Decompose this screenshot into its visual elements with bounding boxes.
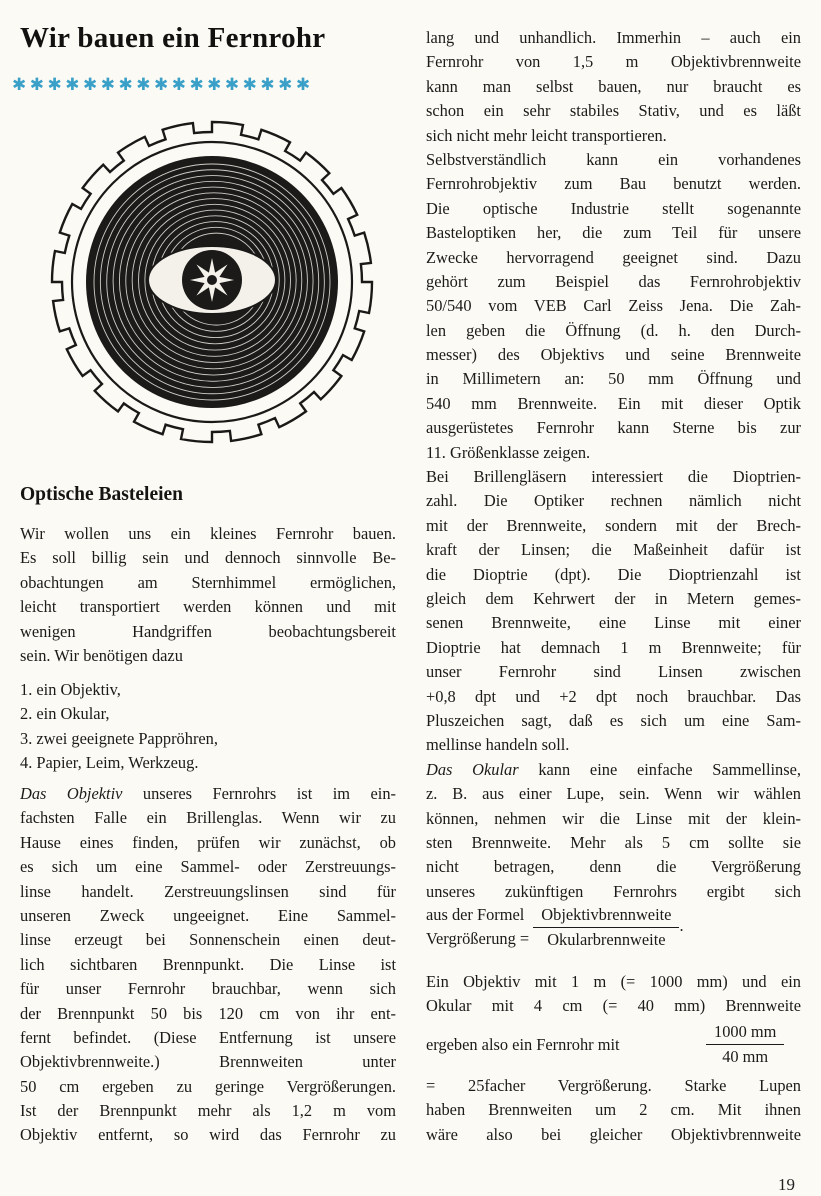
term-okular: Das Okular bbox=[426, 759, 519, 779]
text-line: sich nicht mehr leicht transportieren. bbox=[426, 125, 667, 145]
text-line: Pluszeichen sagt, daß es sich um eine Sam- bbox=[426, 710, 801, 730]
text-line: sein. Wir benötigen dazu bbox=[20, 645, 183, 665]
text-line: unseres zukünftigen Fernrohrs ergibt sich bbox=[426, 881, 801, 901]
text-line: Ist der Brennpunkt mehr als 1,2 m vom bbox=[20, 1101, 396, 1121]
text-line: können, nehmen wir die Linse mit der klein- bbox=[426, 808, 801, 828]
text-line: Zwecke hervorragend geeignet sind. Dazu bbox=[426, 247, 801, 267]
text-line: wenigen Handgriffen beobachtungsbereit bbox=[20, 621, 396, 641]
text-line: gleich dem Kehrwert der in Metern gemes- bbox=[426, 588, 801, 608]
text-line: der Brennpunkt 50 bis 120 cm von ihr ent- bbox=[20, 1003, 396, 1023]
formula-fraction bbox=[533, 905, 679, 950]
text-line: kraft der Linsen; die Maßeinheit dafür ist bbox=[426, 540, 801, 560]
closing-paragraph bbox=[426, 1074, 801, 1147]
text-line: leicht transportiert werden können und mit bbox=[20, 597, 396, 617]
formula-fraction bbox=[706, 1022, 784, 1067]
text-line: fachsten Falle ein Brillenglas. Wenn wir zu bbox=[20, 808, 396, 828]
list-item: 3. zwei geeignete Pappröhren, bbox=[20, 728, 218, 748]
text-line: in Millimetern an: 50 mm Öffnung und bbox=[426, 369, 801, 389]
star-rule: ✱✱✱✱✱✱✱✱✱✱✱✱✱✱✱✱✱ bbox=[12, 75, 314, 95]
example-paragraph bbox=[426, 970, 801, 1019]
eye-pupil bbox=[207, 275, 217, 285]
text-line: schon ein sehr stabiles Stativ, und es läßt bbox=[426, 101, 801, 121]
text-line: Basteloptiken her, die zum Teil für unsere bbox=[426, 223, 801, 243]
text-line: unser Fernrohr sind Linsen zwischen bbox=[426, 662, 801, 682]
formula-period: . bbox=[679, 915, 684, 935]
text-line: Hause eines finden, prüfen wir zunächst, ob bbox=[20, 832, 396, 852]
text-line: Fernrohr von 1,5 m Objektivbrennweite bbox=[426, 52, 801, 72]
text-line: Objektiv entfernt, so wird das Fernrohr zu bbox=[20, 1125, 396, 1145]
materials-list bbox=[20, 678, 396, 776]
page-title: Wir bauen ein Fernrohr bbox=[20, 22, 326, 54]
text-line: linse erzeugt bei Sonnenschein einen deut- bbox=[20, 930, 396, 950]
text-line: Selbstverständlich kann ein vorhandenes bbox=[426, 149, 801, 169]
page-number: 19 bbox=[778, 1175, 795, 1194]
text-line: Das Okular kann eine einfache Sammellinse, bbox=[426, 759, 801, 779]
text-line: wäre also bei gleicher Objektivbrennweite bbox=[426, 1124, 801, 1144]
text-line: sten Brennweite. Mehr als 5 cm sollte sie bbox=[426, 832, 801, 852]
text-line: nicht betragen, denn die Vergrößerung bbox=[426, 857, 801, 877]
example-formula bbox=[426, 1022, 801, 1067]
text-line: Objektivbrennweite.) Brennweiten unter bbox=[20, 1052, 396, 1072]
text-line: aus der Formel bbox=[426, 905, 525, 924]
section-heading: Optische Basteleien bbox=[20, 484, 184, 505]
continued-paragraph bbox=[426, 26, 801, 904]
fraction-numerator: Objektivbrennweite bbox=[533, 905, 679, 928]
text-line: Bei Brillengläsern interessiert die Dioptrien- bbox=[426, 467, 801, 487]
text-line: Die optische Industrie stellt sogenannte bbox=[426, 198, 801, 218]
fraction-denominator: Okularbrennweite bbox=[547, 929, 666, 949]
formula-lhs: Vergrößerung = bbox=[426, 929, 530, 948]
text-line: 540 mm Brennweite. Ein mit dieser Optik bbox=[426, 393, 801, 413]
magnification-formula bbox=[426, 903, 684, 951]
text-line: fernt befindet. (Diese Entfernung ist unsere bbox=[20, 1027, 396, 1047]
text-line: lang und unhandlich. Immerhin – auch ein bbox=[426, 28, 801, 47]
text-line: gehört zum Beispiel das Fernrohrobjektiv bbox=[426, 271, 801, 291]
text-line: mit der Brennweite, sondern mit der Brech- bbox=[426, 515, 801, 535]
term-objektiv: Das Objektiv bbox=[20, 784, 123, 803]
text-line: 50/540 vom VEB Carl Zeiss Jena. Die Zah- bbox=[426, 296, 801, 316]
text-line: kann man selbst bauen, nur braucht es bbox=[426, 76, 801, 96]
text-line: senen Brennweite, eine Linse mit einer bbox=[426, 613, 801, 633]
text-line: = 25facher Vergrößerung. Starke Lupen bbox=[426, 1076, 801, 1095]
fraction-numerator: 1000 mm bbox=[706, 1022, 784, 1045]
text-line: 50 cm ergeben zu geringe Vergrößerungen. bbox=[20, 1076, 396, 1096]
intro-paragraph bbox=[20, 522, 396, 668]
text-line: die Dioptrie (dpt). Die Dioptrienzahl ist bbox=[426, 564, 801, 584]
text-line: unseren Zweck ungeeignet. Eine Sammel- bbox=[20, 905, 396, 925]
text-line: Das Objektiv unseres Fernrohrs ist im ein- bbox=[20, 784, 396, 803]
text-line: Dioptrie hat demnach 1 m Brennweite; für bbox=[426, 637, 801, 657]
text-line: mellinse handeln soll. bbox=[426, 735, 570, 755]
list-item: 1. ein Objektiv, bbox=[20, 680, 121, 699]
text-line: für unser Fernrohr brauchbar, wenn sich bbox=[20, 979, 396, 999]
text-line: obachtungen am Sternhimmel ermöglichen, bbox=[20, 572, 396, 592]
text-line: haben Brennweiten um 2 cm. Mit ihnen bbox=[426, 1100, 801, 1120]
text-line: len geben die Öffnung (d. h. den Durch- bbox=[426, 320, 801, 340]
text-line: ausgerüstetes Fernrohr kann Sterne bis zur bbox=[426, 418, 801, 438]
fraction-denominator: 40 mm bbox=[722, 1047, 769, 1066]
text-line: Wir wollen uns ein kleines Fernrohr bauen. bbox=[20, 524, 396, 543]
text-line: Ein Objektiv mit 1 m (= 1000 mm) und ein bbox=[426, 972, 801, 991]
text-line: zahl. Die Optiker rechnen nämlich nicht bbox=[426, 491, 801, 511]
list-item: 4. Papier, Leim, Werkzeug. bbox=[20, 753, 199, 773]
text-line: linse handelt. Zerstreuungslinsen sind für bbox=[20, 881, 396, 901]
list-item: 2. ein Okular, bbox=[20, 704, 110, 724]
text-line: messer) des Objektivs und seine Brennweite bbox=[426, 345, 801, 365]
text-line: lich sichtbaren Brennpunkt. Die Linse ist bbox=[20, 954, 396, 974]
text-line: +0,8 dpt und +2 dpt noch brauchbar. Das bbox=[426, 686, 801, 706]
text-line: Fernrohrobjektiv zum Bau benutzt werden. bbox=[426, 174, 801, 194]
text-line: es sich um eine Sammel- oder Zerstreuungs- bbox=[20, 857, 396, 877]
formula-lhs: ergeben also ein Fernrohr mit bbox=[426, 1034, 620, 1054]
text-line: z. B. aus einer Lupe, sein. Wenn wir wählen bbox=[426, 784, 801, 804]
text-line: 11. Größenklasse zeigen. bbox=[426, 442, 591, 462]
text-line: Es soll billig sein und dennoch sinnvolle Be- bbox=[20, 548, 396, 568]
eye-emblem-illustration bbox=[48, 112, 376, 452]
objektiv-paragraph bbox=[20, 782, 396, 1148]
text-line: Okular mit 4 cm (= 40 mm) Brennweite bbox=[426, 996, 801, 1016]
